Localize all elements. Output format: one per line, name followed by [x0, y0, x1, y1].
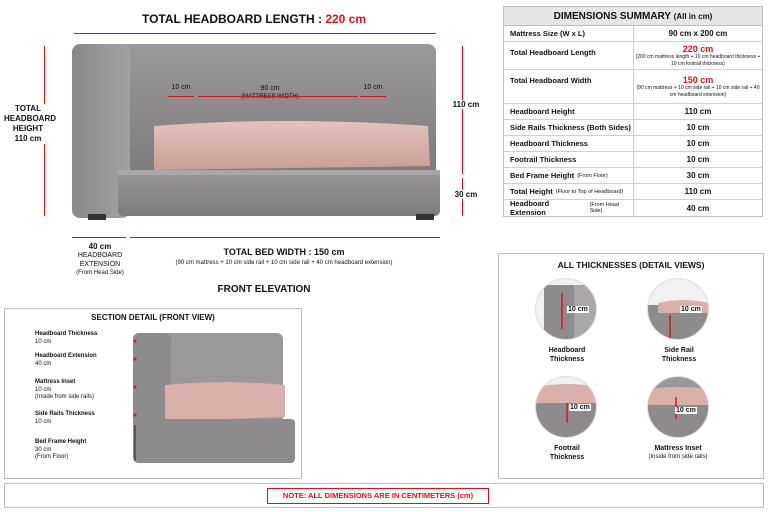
summary-row [504, 26, 762, 42]
side-rail-thickness-caption [639, 346, 719, 364]
summary-row-label [504, 42, 634, 69]
cap2-line2: Thickness [661, 356, 697, 363]
cap3-line1: Footrail [554, 445, 580, 452]
sl4-line0: 30 cm [35, 446, 52, 453]
cap1-line2: Thickness [549, 356, 585, 363]
extension-line1: HEADBOARD [77, 252, 123, 259]
summary-row-label [504, 70, 634, 103]
side-rail-right-line [360, 96, 386, 97]
summary-row-sublabel: (From Head Side) [589, 202, 619, 214]
mattress-width-caption: (MATTRESS WIDTH) [241, 94, 299, 100]
summary-row-label-text: Headboard Thickness [510, 139, 588, 148]
sl1-line0: 40 cm [35, 360, 52, 367]
extension-dimension-line [72, 237, 126, 238]
summary-row-label-text: Mattress Size (W x L) [510, 29, 586, 38]
summary-row-label-text: Total Headboard Width [510, 76, 592, 85]
summary-row-value-text: 90 cm x 200 cm [668, 29, 728, 38]
right-headboard-height-line [462, 46, 463, 174]
summary-row-label-text: Total Height [510, 187, 553, 196]
summary-row-label [504, 120, 634, 135]
summary-row-value-text: 110 cm [684, 187, 712, 196]
section-label-bed-frame-height [35, 439, 86, 462]
summary-row-label [504, 168, 634, 183]
section-detail-title: SECTION DETAIL (FRONT VIEW) [91, 313, 215, 322]
mattress-inset-caption [633, 444, 723, 462]
total-bed-width-line [130, 237, 440, 238]
sl0-title: Headboard Thickness [35, 331, 98, 337]
mattress-width-line [198, 96, 358, 97]
extension-line3: (From Head Side) [76, 270, 124, 276]
mattress-width-value: 90 cm [260, 85, 280, 92]
summary-title-unit: (All in cm) [673, 12, 713, 21]
hh-value: 110 cm [14, 134, 42, 143]
summary-rows [504, 26, 762, 216]
side-rail-right-label: 10 cm [363, 84, 383, 91]
cap4-line1: Mattress Inset [654, 445, 702, 452]
summary-row-sublabel: (Floor to Top of Headboard) [555, 188, 624, 195]
cap2-line1: Side Rail [664, 347, 694, 354]
section-label-mattress-inset [35, 379, 94, 402]
summary-row-value [634, 42, 762, 69]
summary-row-value-text: 110 cm [684, 107, 712, 116]
summary-row-label-text: Headboard Extension [510, 199, 550, 217]
cap4-line2: (Inside from side rails) [648, 454, 708, 460]
summary-row-value [634, 200, 762, 216]
summary-title: DIMENSIONS SUMMARY [553, 11, 671, 22]
summary-row-note: (200 cm mattress length + 10 cm headboard thickness + 10 cm footrail thickness) [635, 54, 761, 67]
cap1-line1: Headboard [548, 347, 586, 354]
summary-row [504, 152, 762, 168]
summary-row-label [504, 152, 634, 167]
summary-row [504, 136, 762, 152]
summary-row-value-text: 10 cm [686, 139, 710, 148]
front-elevation-title: FRONT ELEVATION [217, 284, 311, 295]
summary-row-value-text: 10 cm [686, 123, 710, 132]
sl3-title: Side Rails Thickness [35, 411, 95, 417]
footer-note: NOTE: ALL DIMENSIONS ARE IN CENTIMETERS (cm) [267, 488, 489, 504]
side-rail-left-label: 10 cm [171, 84, 191, 91]
summary-header [504, 7, 762, 26]
summary-row-value-text: 220 cm [682, 44, 714, 54]
total-bed-width-note: (90 cm mattress + 10 cm side rail + 10 cm side rail + 40 cm headboard extension) [175, 260, 393, 266]
summary-row [504, 184, 762, 200]
side-rail-thickness-value: 10 cm [681, 306, 701, 313]
summary-row-value [634, 26, 762, 41]
sl4-title: Bed Frame Height [35, 439, 87, 445]
section-bed-illustration [125, 329, 295, 469]
section-label-headboard-thickness [35, 331, 97, 346]
headboard-thickness-value: 10 cm [568, 306, 588, 313]
summary-row [504, 42, 762, 70]
summary-row [504, 200, 762, 216]
summary-row-sublabel: (From Floor) [577, 172, 608, 179]
summary-row [504, 120, 762, 136]
hh-line1: TOTAL [15, 104, 41, 113]
summary-row-label [504, 184, 634, 199]
total-headboard-length-value: 220 cm [325, 12, 367, 26]
total-headboard-length-text [124, 12, 384, 26]
mattress-inset-value: 10 cm [676, 407, 696, 414]
summary-row-label-text: Footrail Thickness [510, 155, 577, 164]
summary-row-value [634, 152, 762, 167]
cap3-line2: Thickness [549, 454, 585, 461]
summary-row-label [504, 136, 634, 151]
footrail-thickness-value: 10 cm [570, 404, 590, 411]
summary-row-value-text: 40 cm [686, 203, 710, 213]
summary-row-label [504, 26, 634, 41]
extension-line2: EXTENSION [79, 261, 121, 268]
headboard-length-dimension-line [74, 33, 436, 34]
summary-row-label-text: Bed Frame Height [510, 171, 575, 180]
summary-row-value [634, 120, 762, 135]
summary-row-value-text: 10 cm [686, 155, 710, 164]
sl0-line0: 10 cm [35, 338, 52, 345]
summary-row-label [504, 104, 634, 119]
summary-row-label-text: Side Rails Thickness (Both Sides) [510, 123, 631, 132]
total-bed-width-label: TOTAL BED WIDTH : 150 cm [223, 247, 345, 257]
summary-row-value [634, 184, 762, 199]
sl1-title: Headboard Extension [35, 353, 97, 359]
sl2-title: Mattress Inset [35, 379, 76, 385]
sl2-line1: (Inside from side rails) [35, 394, 95, 400]
summary-row-note: (90 cm mattress + 10 cm side rail + 10 cm side rail + 40 cm headboard extension) [636, 85, 760, 98]
mattress-width-label [240, 84, 300, 102]
summary-row [504, 104, 762, 120]
right-headboard-height-label: 110 cm [446, 100, 486, 109]
summary-row [504, 70, 762, 104]
right-frame-height-label: 30 cm [446, 190, 486, 199]
summary-row-label-text: Headboard Height [510, 107, 575, 116]
summary-row-value-text: 30 cm [686, 171, 710, 180]
section-detail-panel [4, 308, 302, 479]
total-headboard-length-label: TOTAL HEADBOARD LENGTH : [141, 12, 326, 26]
summary-row-value [634, 136, 762, 151]
sl4-line1: (From Floor) [35, 454, 69, 460]
section-label-side-rails-thickness [35, 411, 95, 426]
hh-line2: HEADBOARD [4, 114, 56, 123]
summary-row-label [504, 200, 634, 216]
summary-row [504, 168, 762, 184]
total-headboard-height-label [4, 104, 56, 144]
footer-bar [4, 483, 764, 508]
front-elevation-view [4, 4, 496, 304]
sl3-line0: 10 cm [35, 418, 52, 425]
hh-line3: HEIGHT [12, 124, 44, 133]
summary-row-label-text: Total Headboard Length [510, 48, 596, 57]
thicknesses-panel [498, 253, 764, 479]
summary-row-value [634, 70, 762, 103]
dimensions-summary-table [503, 6, 763, 217]
thicknesses-title: ALL THICKNESSES (DETAIL VIEWS) [557, 260, 705, 270]
headboard-thickness-caption [527, 346, 607, 364]
section-label-headboard-extension [35, 353, 97, 368]
summary-row-value [634, 104, 762, 119]
side-rail-left-line [168, 96, 194, 97]
sl2-line0: 10 cm [35, 386, 52, 393]
extension-value: 40 cm [88, 242, 112, 251]
summary-row-value-text: 150 cm [682, 75, 714, 85]
summary-row-value [634, 168, 762, 183]
footrail-thickness-caption [527, 444, 607, 462]
